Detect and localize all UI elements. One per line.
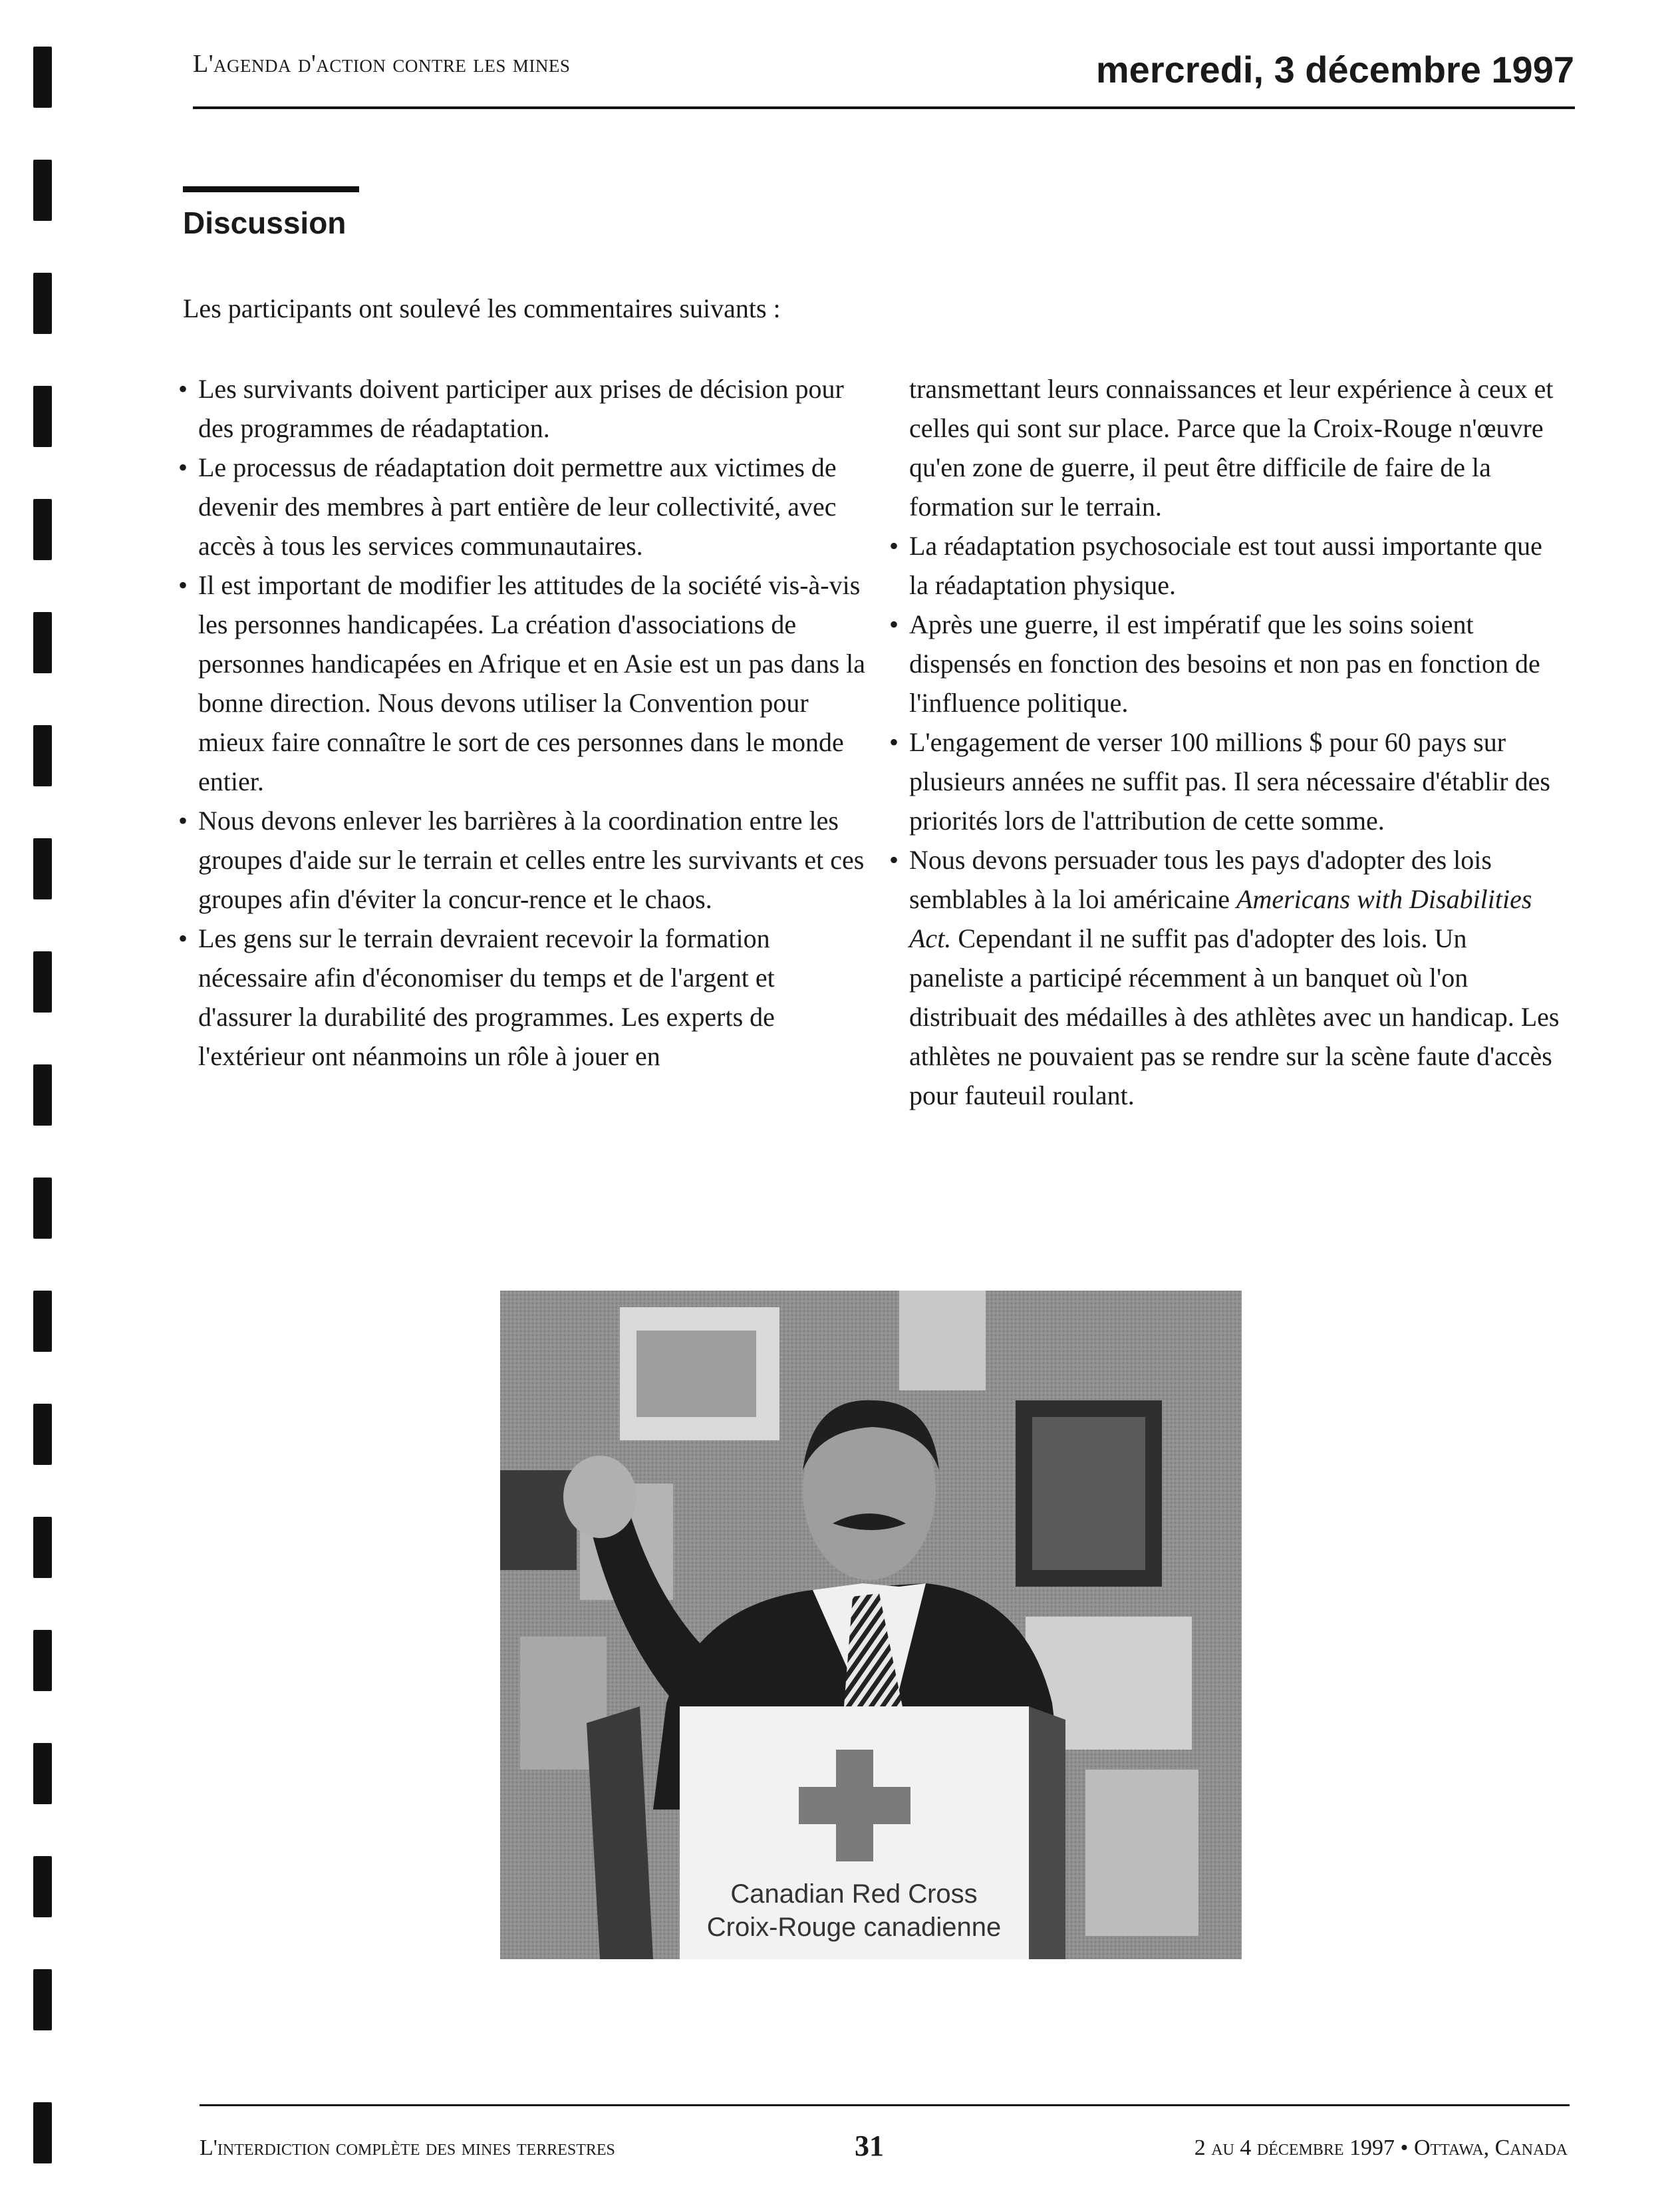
section-bar bbox=[183, 186, 359, 192]
continuation-text: transmettant leurs connaissances et leur expérience à ceux et celles qui sont sur place. Parce que la Croix-Rouge n'œuvre qu'en zone de guerre, il peut être difficile de faire de la formation sur le terrain. bbox=[909, 374, 1554, 522]
binder-hole bbox=[33, 273, 52, 334]
wall-poster bbox=[1085, 1770, 1198, 1936]
podium-text-fr: Croix-Rouge canadienne bbox=[706, 1913, 1002, 1942]
wall-poster bbox=[899, 1291, 986, 1390]
binder-hole bbox=[33, 1064, 52, 1126]
speaker-photo bbox=[500, 1291, 1242, 1959]
text-after: Cependant il ne suffit pas d'adopter des lois. Un paneliste a participé récemment à un banquet où l'on distribuait des médailles à des athlètes avec un handicap. Les athlètes ne pouvaient pas se rendre sur la scène faute d'accès pour fauteuil roulant. bbox=[909, 923, 1560, 1110]
list-item bbox=[889, 605, 1568, 722]
binder-hole bbox=[33, 1404, 52, 1465]
header-rule bbox=[193, 106, 1575, 109]
list-item bbox=[178, 919, 870, 1076]
list-item bbox=[178, 565, 870, 801]
bullet: • bbox=[889, 609, 899, 639]
list-item-text: La réadaptation psychosociale est tout aussi importante que la réadaptation physique. bbox=[909, 531, 1542, 600]
running-header-title: L'agenda d'action contre les mines bbox=[193, 50, 571, 78]
binder-hole bbox=[33, 2102, 52, 2163]
binder-hole bbox=[33, 838, 52, 899]
bullet: • bbox=[178, 923, 188, 953]
list-item-text: Les survivants doivent participer aux prises de décision pour des programmes de réadaptation. bbox=[198, 374, 844, 443]
binder-hole bbox=[33, 1856, 52, 1917]
binder-hole bbox=[33, 1291, 52, 1352]
list-item-text: Après une guerre, il est impératif que les soins soient dispensés en fonction des besoins et non pas en fonction de l'influence politique. bbox=[909, 609, 1540, 718]
binder-hole bbox=[33, 1517, 52, 1578]
binder-hole bbox=[33, 499, 52, 560]
binder-hole bbox=[33, 1743, 52, 1804]
right-column bbox=[889, 369, 1568, 1115]
binder-hole bbox=[33, 1969, 52, 2030]
bullet: • bbox=[889, 531, 899, 561]
list-item-text bbox=[909, 845, 1559, 1110]
binder-hole bbox=[33, 612, 52, 673]
binder-holes bbox=[33, 0, 53, 2212]
running-header-date: mercredi, 3 décembre 1997 bbox=[1095, 49, 1574, 90]
page-number: 31 bbox=[855, 2130, 884, 2162]
list-item-text: L'engagement de verser 100 millions $ pour 60 pays sur plusieurs années ne suffit pas. Il sera nécessaire d'établir des priorités lors de l'attribution de cette somme. bbox=[909, 727, 1550, 836]
act-title: Americans with Disabilities Act. bbox=[909, 884, 1532, 953]
list-item bbox=[178, 369, 870, 448]
list-item-text: Il est important de modifier les attitudes de la société vis-à-vis les personnes handicapées. La création d'associations de personnes handicapées en Afrique et en Asie est un pas dans la bonne direction. Nous devons utiliser la Convention pour mieux faire connaître le sort de ces personnes dans le monde entier. bbox=[198, 570, 866, 796]
bullet: • bbox=[178, 374, 188, 404]
list-item-text: Nous devons enlever les barrières à la coordination entre les groupes d'aide sur le terrain et celles entre les survivants et ces groupes afin d'éviter la concur-rence et le chaos. bbox=[198, 806, 865, 914]
bullet: • bbox=[178, 570, 188, 600]
list-item bbox=[178, 448, 870, 565]
list-item bbox=[889, 840, 1568, 1115]
binder-hole bbox=[33, 160, 52, 221]
binder-hole bbox=[33, 386, 52, 447]
bullet: • bbox=[178, 452, 188, 482]
footer-rule bbox=[200, 2104, 1570, 2106]
binder-hole bbox=[33, 1630, 52, 1691]
bullet: • bbox=[178, 806, 188, 836]
section-title: Discussion bbox=[183, 206, 347, 240]
binder-hole bbox=[33, 951, 52, 1013]
list-item bbox=[178, 801, 870, 919]
text-before: Nous devons persuader tous les pays d'adopter des lois semblables à la loi américaine bbox=[909, 845, 1492, 914]
list-item bbox=[889, 526, 1568, 605]
list-item-text: Le processus de réadaptation doit permettre aux victimes de devenir des membres à part entière de leur collectivité, avec accès à tous les services communautaires. bbox=[198, 452, 837, 561]
bullet: • bbox=[889, 845, 899, 875]
footer-event: 2 au 4 décembre 1997 • Ottawa, Canada bbox=[1194, 2135, 1568, 2160]
section-intro: Les participants ont soulevé les commentaires suivants : bbox=[183, 293, 781, 323]
left-column bbox=[178, 369, 870, 1076]
binder-hole bbox=[33, 47, 52, 108]
podium-text-en: Canadian Red Cross bbox=[730, 1879, 978, 1909]
list-item-text: Les gens sur le terrain devraient recevoir la formation nécessaire afin d'économiser du temps et de l'argent et d'assurer la durabilité des programmes. Les experts de l'extérieur ont néanmoins un rôle à jouer en bbox=[198, 923, 775, 1071]
binder-hole bbox=[33, 725, 52, 786]
speaker-hand bbox=[563, 1456, 636, 1538]
list-item bbox=[889, 722, 1568, 840]
bullet: • bbox=[889, 727, 899, 757]
binder-hole bbox=[33, 1178, 52, 1239]
footer-title: L'interdiction complète des mines terrestres bbox=[200, 2135, 615, 2160]
